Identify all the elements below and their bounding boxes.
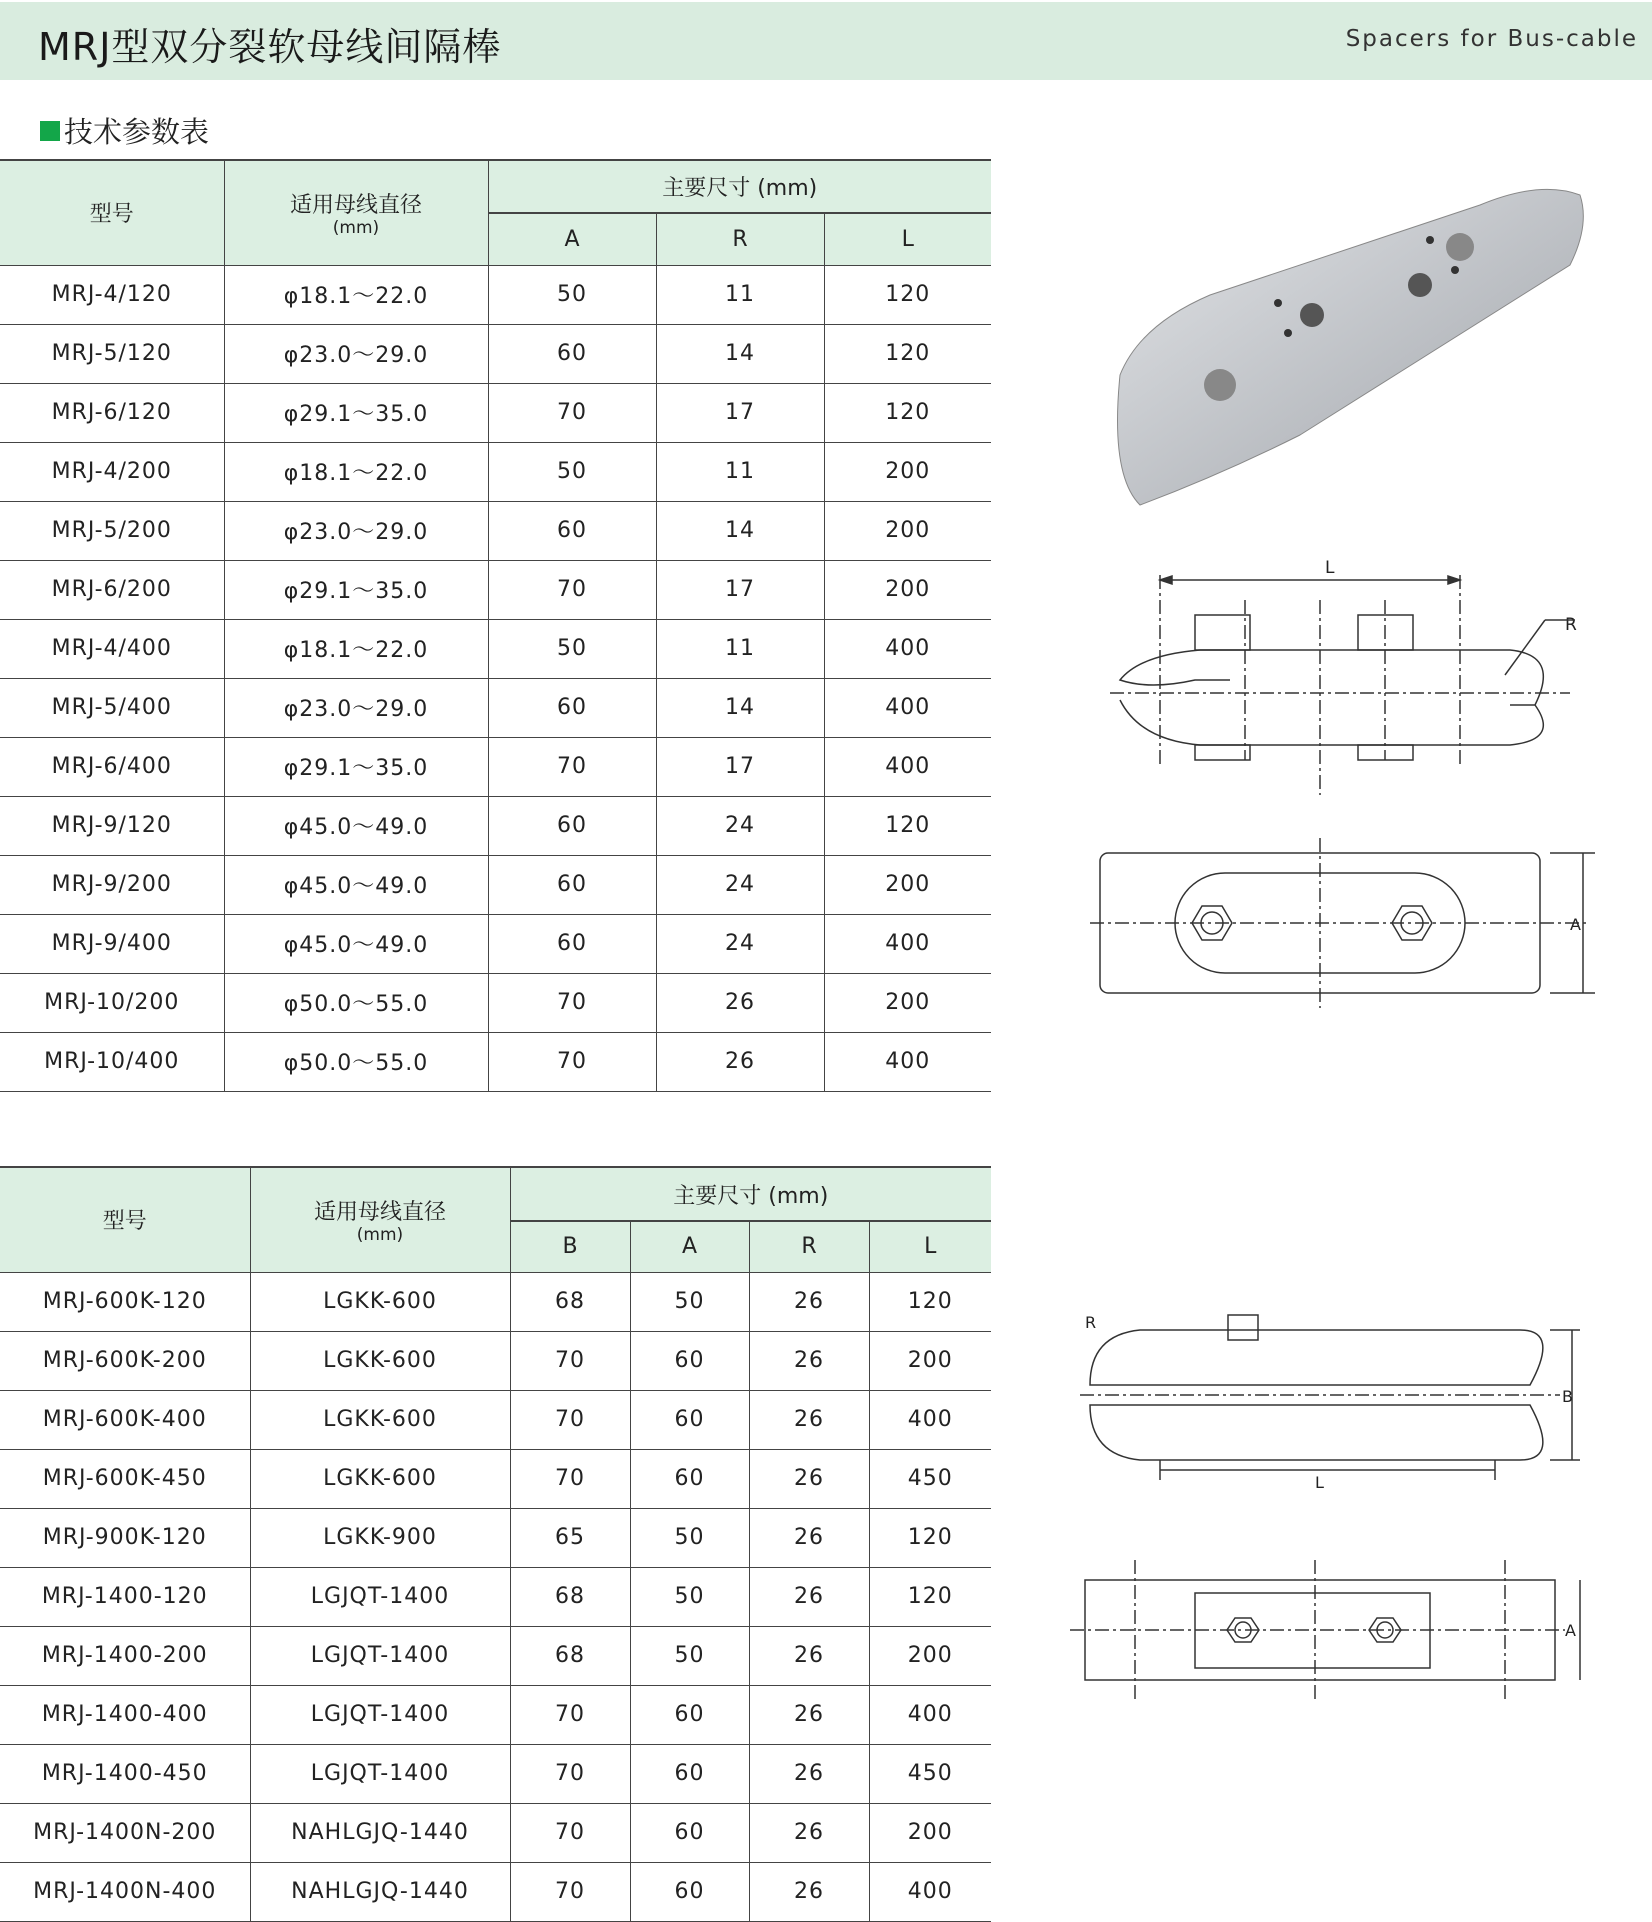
table-cell: 50 — [488, 442, 656, 501]
table-cell: 50 — [488, 619, 656, 678]
table-cell: 70 — [510, 1803, 630, 1862]
table-row — [0, 1626, 991, 1685]
table-cell: 11 — [656, 265, 824, 324]
table-cell: LGJQT-1400 — [250, 1685, 510, 1744]
table-row — [0, 560, 991, 619]
table-row — [0, 678, 991, 737]
table-cell: 70 — [488, 383, 656, 442]
table-cell: MRJ-600K-400 — [0, 1390, 250, 1449]
table-cell: MRJ-600K-120 — [0, 1272, 250, 1331]
table-cell: MRJ-4/200 — [0, 442, 224, 501]
table-cell: 200 — [824, 855, 991, 914]
spec-table-2 — [0, 1166, 991, 1922]
table-cell: 26 — [749, 1803, 869, 1862]
table-cell: 400 — [869, 1862, 991, 1921]
table-cell: 200 — [824, 560, 991, 619]
dim-label-l: L — [1315, 1473, 1324, 1492]
table-cell: 70 — [510, 1685, 630, 1744]
table-cell: 120 — [869, 1508, 991, 1567]
table-cell: MRJ-1400N-200 — [0, 1803, 250, 1862]
table-cell: LGKK-600 — [250, 1331, 510, 1390]
table-cell: 24 — [656, 855, 824, 914]
table-cell: 120 — [824, 796, 991, 855]
table-cell: 50 — [630, 1272, 749, 1331]
table-cell: 70 — [510, 1744, 630, 1803]
table-cell: 200 — [824, 442, 991, 501]
table-cell: MRJ-5/200 — [0, 501, 224, 560]
table-cell: MRJ-1400-120 — [0, 1567, 250, 1626]
table-row — [0, 383, 991, 442]
table-cell: 60 — [488, 501, 656, 560]
table-cell: 26 — [749, 1685, 869, 1744]
dim-label-l: L — [1325, 558, 1335, 578]
table-cell: 60 — [488, 678, 656, 737]
table-cell: 200 — [869, 1626, 991, 1685]
table-cell: 400 — [824, 914, 991, 973]
table-cell: MRJ-9/200 — [0, 855, 224, 914]
table-cell: 26 — [749, 1331, 869, 1390]
green-square-icon — [40, 121, 60, 141]
table-cell: 17 — [656, 383, 824, 442]
header-col: L — [824, 213, 991, 265]
table-cell: MRJ-4/400 — [0, 619, 224, 678]
table-cell: 60 — [488, 855, 656, 914]
table-cell: MRJ-10/200 — [0, 973, 224, 1032]
table-cell: 120 — [869, 1567, 991, 1626]
header-col: A — [630, 1221, 749, 1272]
table-cell: 70 — [510, 1862, 630, 1921]
table-cell: LGJQT-1400 — [250, 1744, 510, 1803]
table-cell: 120 — [824, 265, 991, 324]
table-cell: LGKK-900 — [250, 1508, 510, 1567]
table-cell: 24 — [656, 914, 824, 973]
table-cell: 26 — [749, 1626, 869, 1685]
table-cell: 200 — [824, 501, 991, 560]
table-cell: 70 — [488, 973, 656, 1032]
table-cell: 60 — [630, 1331, 749, 1390]
table-cell: 14 — [656, 678, 824, 737]
table-row — [0, 855, 991, 914]
table-cell: 26 — [749, 1508, 869, 1567]
table-cell: MRJ-1400-450 — [0, 1744, 250, 1803]
table-row — [0, 1744, 991, 1803]
table-row — [0, 1685, 991, 1744]
header-col: B — [510, 1221, 630, 1272]
table-row — [0, 1803, 991, 1862]
table-cell: 26 — [656, 1032, 824, 1091]
table-cell: 11 — [656, 442, 824, 501]
table-cell: 60 — [630, 1803, 749, 1862]
table-cell: 50 — [630, 1508, 749, 1567]
table-cell: 68 — [510, 1626, 630, 1685]
table-cell: MRJ-6/120 — [0, 383, 224, 442]
table-cell: φ23.0～29.0 — [224, 678, 488, 737]
table-cell: MRJ-900K-120 — [0, 1508, 250, 1567]
table-row — [0, 737, 991, 796]
table-cell: φ18.1～22.0 — [224, 442, 488, 501]
table-cell: 60 — [630, 1685, 749, 1744]
table-cell: φ29.1～35.0 — [224, 737, 488, 796]
table-cell: φ29.1～35.0 — [224, 383, 488, 442]
table-cell: 11 — [656, 619, 824, 678]
top-view-drawing — [1090, 838, 1610, 1008]
table-cell: 70 — [488, 560, 656, 619]
table-cell: MRJ-9/400 — [0, 914, 224, 973]
table-cell: 68 — [510, 1272, 630, 1331]
table-cell: 17 — [656, 560, 824, 619]
table-cell: 60 — [630, 1862, 749, 1921]
table-cell: 400 — [869, 1390, 991, 1449]
table-row — [0, 324, 991, 383]
table-cell: MRJ-10/400 — [0, 1032, 224, 1091]
table-cell: 50 — [630, 1626, 749, 1685]
table-cell: φ18.1～22.0 — [224, 265, 488, 324]
header-col: R — [749, 1221, 869, 1272]
table-cell: NAHLGJQ-1440 — [250, 1803, 510, 1862]
table-cell: 50 — [630, 1567, 749, 1626]
table-cell: φ50.0～55.0 — [224, 973, 488, 1032]
table-cell: LGKK-600 — [250, 1272, 510, 1331]
section-title: 技术参数表 — [64, 115, 210, 149]
table-cell: 26 — [749, 1567, 869, 1626]
table-cell: MRJ-600K-200 — [0, 1331, 250, 1390]
table-cell: 400 — [824, 737, 991, 796]
table-row — [0, 501, 991, 560]
table-cell: 70 — [488, 1032, 656, 1091]
table-row — [0, 1449, 991, 1508]
table-cell: LGJQT-1400 — [250, 1626, 510, 1685]
header-diameter: 适用母线直径 (mm) — [250, 1167, 510, 1272]
table-cell: 120 — [824, 383, 991, 442]
table-cell: 450 — [869, 1744, 991, 1803]
section-heading — [40, 110, 209, 151]
table-row — [0, 1567, 991, 1626]
spec-table-1 — [0, 159, 991, 1092]
table-cell: 26 — [749, 1744, 869, 1803]
table-cell: 200 — [869, 1331, 991, 1390]
table-cell: MRJ-4/120 — [0, 265, 224, 324]
split-side-drawing — [1080, 1310, 1600, 1500]
header-dimensions: 主要尺寸 (mm) — [488, 160, 991, 213]
table-cell: φ45.0～49.0 — [224, 914, 488, 973]
table-cell: 200 — [824, 973, 991, 1032]
table-cell: MRJ-6/400 — [0, 737, 224, 796]
table-cell: 60 — [488, 796, 656, 855]
header-diameter: 适用母线直径 (mm) — [224, 160, 488, 265]
table-cell: 60 — [630, 1390, 749, 1449]
table-cell: 400 — [824, 678, 991, 737]
table-cell: 60 — [630, 1449, 749, 1508]
table-cell: 120 — [824, 324, 991, 383]
table-cell: 70 — [488, 737, 656, 796]
table-cell: φ23.0～29.0 — [224, 501, 488, 560]
table-cell: φ18.1～22.0 — [224, 619, 488, 678]
table-cell: 70 — [510, 1449, 630, 1508]
table-cell: 60 — [488, 324, 656, 383]
header-model: 型号 — [0, 1167, 250, 1272]
side-section-drawing — [1100, 555, 1652, 795]
header-dimensions: 主要尺寸 (mm) — [510, 1167, 991, 1221]
table-cell: 50 — [488, 265, 656, 324]
dim-label-a: A — [1565, 1621, 1576, 1640]
table-row — [0, 1862, 991, 1921]
table-cell: φ45.0～49.0 — [224, 796, 488, 855]
table-cell: 60 — [630, 1744, 749, 1803]
table-cell: 68 — [510, 1567, 630, 1626]
table-cell: 14 — [656, 501, 824, 560]
dim-label-a: A — [1570, 915, 1581, 934]
table-row — [0, 1508, 991, 1567]
product-photo — [1100, 175, 1600, 520]
table-cell: 26 — [749, 1390, 869, 1449]
table-row — [0, 442, 991, 501]
table-row — [0, 619, 991, 678]
header-col: A — [488, 213, 656, 265]
table-cell: 400 — [824, 1032, 991, 1091]
table-cell: LGJQT-1400 — [250, 1567, 510, 1626]
table-cell: 400 — [869, 1685, 991, 1744]
table-cell: 450 — [869, 1449, 991, 1508]
page-subtitle: Spacers for Bus-cable — [1345, 26, 1638, 52]
dim-label-r: R — [1565, 615, 1577, 635]
table-cell: 120 — [869, 1272, 991, 1331]
table-cell: 17 — [656, 737, 824, 796]
table-cell: LGKK-600 — [250, 1449, 510, 1508]
table-cell: 26 — [749, 1272, 869, 1331]
page-title: MRJ型双分裂软母线间隔棒 — [38, 25, 502, 69]
table-cell: MRJ-1400-200 — [0, 1626, 250, 1685]
table-cell: φ50.0～55.0 — [224, 1032, 488, 1091]
header-col: L — [869, 1221, 991, 1272]
table-cell: φ23.0～29.0 — [224, 324, 488, 383]
table-cell: LGKK-600 — [250, 1390, 510, 1449]
table-cell: 14 — [656, 324, 824, 383]
table-row — [0, 1272, 991, 1331]
header-model: 型号 — [0, 160, 224, 265]
table-row — [0, 796, 991, 855]
header-banner — [0, 2, 1652, 80]
table-cell: 65 — [510, 1508, 630, 1567]
header-col: R — [656, 213, 824, 265]
table-cell: MRJ-1400N-400 — [0, 1862, 250, 1921]
table-row — [0, 973, 991, 1032]
split-top-drawing — [1065, 1560, 1605, 1700]
table-cell: 26 — [656, 973, 824, 1032]
table-cell: MRJ-600K-450 — [0, 1449, 250, 1508]
table-cell: MRJ-1400-400 — [0, 1685, 250, 1744]
table-cell: 26 — [749, 1449, 869, 1508]
table-cell: φ45.0～49.0 — [224, 855, 488, 914]
table-cell: MRJ-9/120 — [0, 796, 224, 855]
table-row — [0, 1390, 991, 1449]
table-row — [0, 914, 991, 973]
table-cell: MRJ-5/120 — [0, 324, 224, 383]
table-cell: 24 — [656, 796, 824, 855]
table-cell: 70 — [510, 1390, 630, 1449]
table-row — [0, 1331, 991, 1390]
table-cell: NAHLGJQ-1440 — [250, 1862, 510, 1921]
dim-label-b: B — [1562, 1387, 1573, 1406]
table-row — [0, 265, 991, 324]
table-cell: 60 — [488, 914, 656, 973]
table-cell: 400 — [824, 619, 991, 678]
table-cell: 200 — [869, 1803, 991, 1862]
table-cell: MRJ-6/200 — [0, 560, 224, 619]
dim-label-r: R — [1085, 1313, 1097, 1332]
table-cell: φ29.1～35.0 — [224, 560, 488, 619]
table-cell: 70 — [510, 1331, 630, 1390]
table-row — [0, 1032, 991, 1091]
table-cell: 26 — [749, 1862, 869, 1921]
table-cell: MRJ-5/400 — [0, 678, 224, 737]
